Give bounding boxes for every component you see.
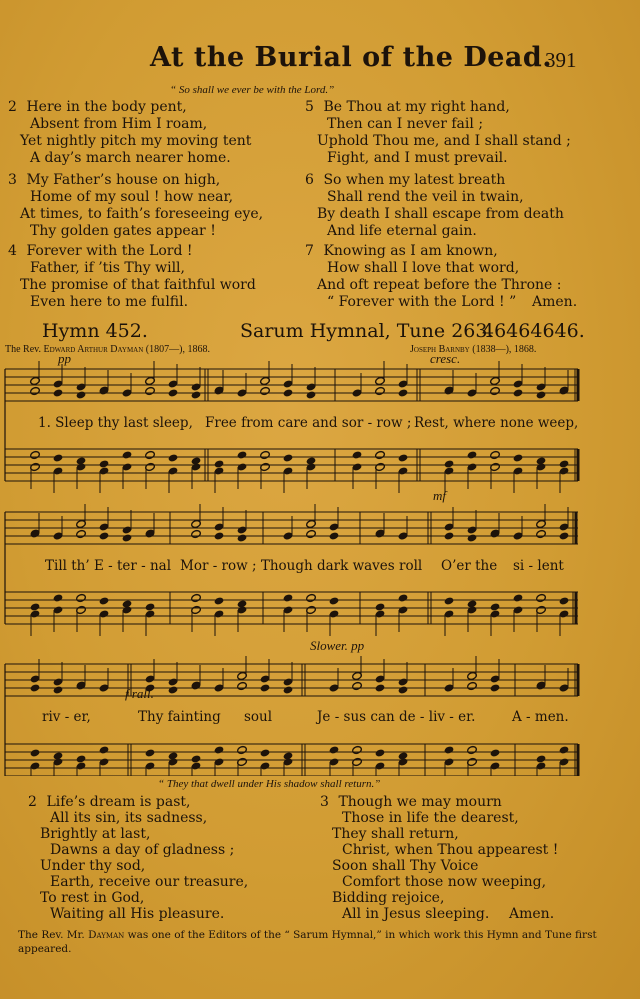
lyric-1b: Free from care and sor - row ; (205, 415, 412, 431)
dynamic-cresc: cresc. (430, 351, 461, 366)
verse-4: 4 Forever with the Lord ! Father, if ’tis Thy will, The promise of that faithful word Even here to me fulfil. (8, 243, 256, 310)
lyric-3c: soul (244, 709, 273, 725)
lyric-1a: 1. Sleep thy last sleep, (38, 415, 193, 431)
lyric-3b: Thy fainting (138, 709, 221, 725)
page-number: 391 (545, 48, 577, 72)
hymn-number: Hymn 452. (42, 320, 148, 342)
hymn-meter: 46464646. (482, 320, 585, 342)
amen-451: Amen. (532, 294, 578, 310)
composer-credit: Joseph Barnby (1838—), 1868. (410, 344, 537, 355)
amen-452: Amen. (509, 906, 555, 922)
lyric-1c: Rest, where none weep, (414, 415, 579, 431)
dynamic-frall: f rall. (125, 686, 154, 701)
lyric-2d: si - lent (513, 558, 564, 574)
hymn-tune: Sarum Hymnal, Tune 263. (240, 320, 494, 342)
lyric-2b: Mor - row ; Though dark waves roll (180, 558, 423, 574)
verse-6: 6 So when my latest breath Shall rend the veil in twain, By death I shall escape from death And life eternal gain. (305, 172, 564, 239)
lyric-3a: riv - er, (42, 709, 91, 725)
lyric-3e: A - men. (512, 709, 569, 725)
verse-3: 3 My Father’s house on high, Home of my soul ! how near, At times, to faith’s foreseeing eye, Thy golden gates appear ! (8, 172, 264, 239)
verse-452-2: 2 Life’s dream is past, All its sin, its sadness, Brightly at last, Dawns a day of gladness ; Under thy sod, Earth, receive our treasure, To rest in God, Waiting all His pleasure. (28, 794, 249, 922)
verse-5: 5 Be Thou at my right hand, Then can I never fail ; Uphold Thou me, and I shall stand ; Fight, and I must prevail. (305, 99, 571, 166)
verse-452-3: 3 Though we may mourn Those in life the dearest, They shall return, Christ, when Thou appearest ! Soon shall Thy Voice Comfort those now weeping, Bidding rejoice, All in Jesus sleeping. (320, 794, 559, 922)
dynamic-slower: Slower. pp (310, 638, 365, 653)
lyric-3d: Je - sus can de - liv - er. (317, 709, 476, 725)
verse-7: 7 Knowing as I am known, How shall I love that word, And oft repeat before the Throne : “ Forever with the Lord ! ” (305, 243, 562, 310)
dynamic-pp: pp (58, 351, 71, 366)
epigraph-mid: “ They that dwell under His shadow shall return.” (158, 778, 381, 790)
footnote: The Rev. Mr. Dayman was one of the Editors of the “ Sarum Hymnal,” in which work this Hymn and Tune first appeared. (18, 929, 597, 955)
epigraph-top: “ So shall we ever be with the Lord.” (170, 84, 335, 96)
author-credit: The Rev. Edward Arthur Dayman (1807—), 1868. (5, 344, 210, 355)
page-title: At the Burial of the Dead. (150, 42, 553, 73)
lyric-2a: Till th’ E - ter - nal (45, 558, 172, 574)
lyric-2c: O’er the (441, 558, 498, 574)
dynamic-mf: mf (433, 488, 446, 503)
verse-2: 2 Here in the body pent, Absent from Him I roam, Yet nightly pitch my moving tent A day’s march nearer home. (8, 99, 252, 166)
